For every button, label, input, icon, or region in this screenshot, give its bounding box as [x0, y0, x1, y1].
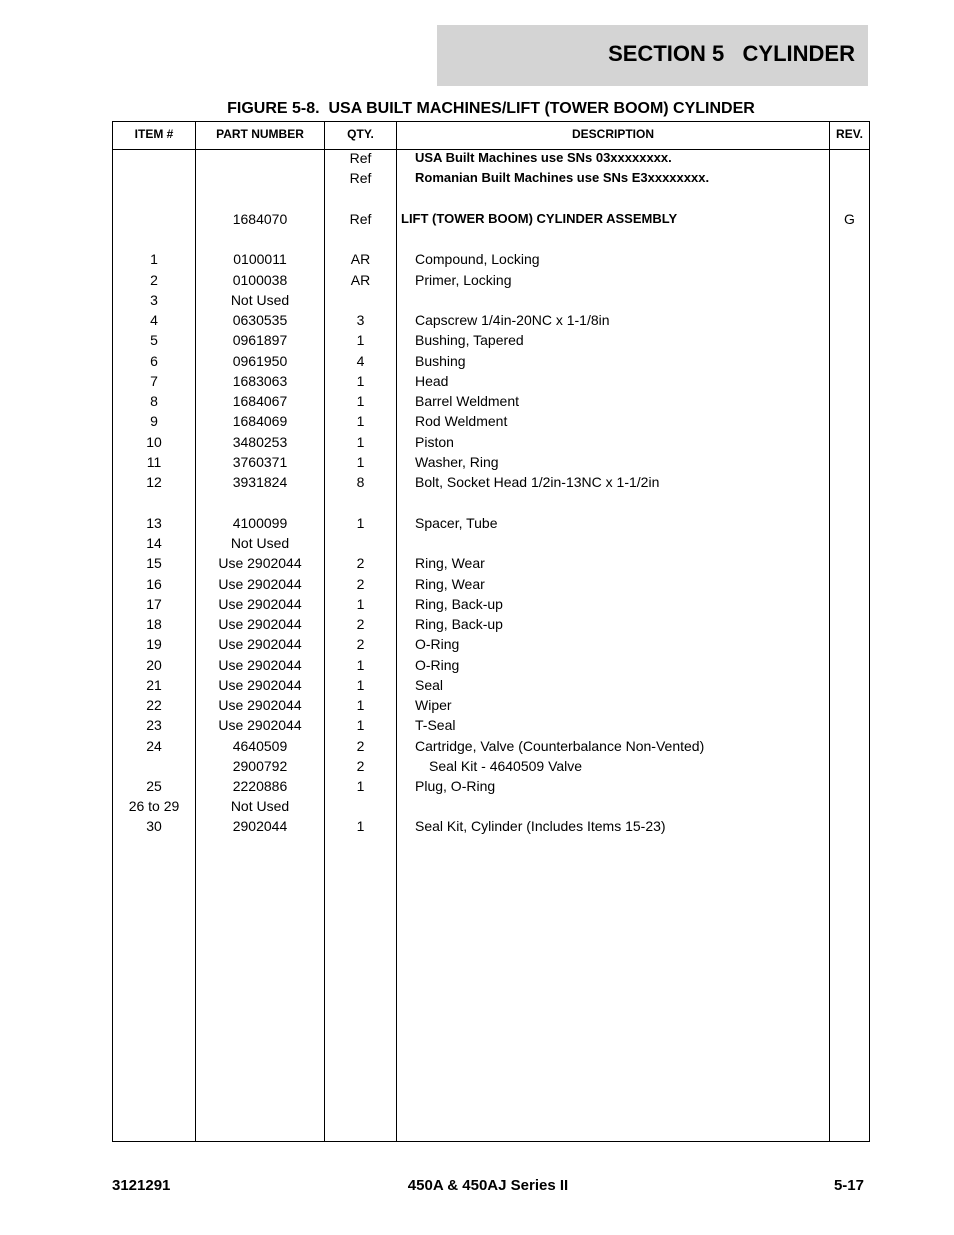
cell-qty: 2 — [356, 576, 365, 592]
cell-part-number: Use 2902044 — [218, 636, 302, 652]
table-row — [113, 736, 869, 756]
footer-model: 450A & 450AJ Series II — [407, 1177, 569, 1194]
table-row — [113, 249, 869, 269]
cell-qty: 8 — [356, 474, 365, 490]
cell-part-number: 3760371 — [232, 454, 288, 470]
cell-qty: Ref — [349, 170, 372, 186]
cell-item: 16 — [146, 576, 162, 592]
cell-description: Bolt, Socket Head 1/2in-13NC x 1-1/2in — [415, 474, 660, 490]
cell-part-number: 2902044 — [232, 818, 288, 834]
table-row — [113, 371, 869, 391]
cell-description: Seal — [415, 677, 444, 693]
cell-item: 25 — [146, 778, 162, 794]
table-row — [113, 533, 869, 553]
cell-description: Plug, O-Ring — [415, 778, 496, 794]
cell-description: Wiper — [415, 697, 452, 713]
cell-qty: 1 — [356, 332, 365, 348]
cell-description: USA Built Machines use SNs 03xxxxxxxx. — [415, 150, 672, 165]
cell-qty: 1 — [356, 778, 365, 794]
figure-title: FIGURE 5-8. USA BUILT MACHINES/LIFT (TOWER BOOM) CYLINDER — [227, 100, 755, 117]
cell-description: Rod Weldment — [415, 413, 508, 429]
cell-item: 19 — [146, 636, 162, 652]
cell-qty: 2 — [356, 616, 365, 632]
cell-part-number: 0961897 — [232, 332, 288, 348]
cell-part-number: Use 2902044 — [218, 657, 302, 673]
header-part-number: PART NUMBER — [216, 127, 304, 141]
table-row — [113, 310, 869, 330]
cell-qty: 2 — [356, 758, 365, 774]
cell-part-number: 2900792 — [232, 758, 288, 774]
cell-description: Seal Kit - 4640509 Valve — [429, 758, 583, 774]
cell-item: 11 — [146, 454, 162, 470]
cell-part-number: Use 2902044 — [218, 576, 302, 592]
table-row — [113, 634, 869, 654]
table-row — [113, 816, 869, 836]
cell-description: Ring, Wear — [415, 555, 485, 571]
cell-part-number: 1684067 — [232, 393, 288, 409]
cell-item: 8 — [150, 393, 158, 409]
table-row — [113, 168, 869, 188]
cell-item: 13 — [146, 515, 162, 531]
cell-part-number: 0630535 — [232, 312, 288, 328]
cell-part-number: 1683063 — [232, 373, 288, 389]
cell-description: O-Ring — [415, 657, 460, 673]
table-row — [113, 594, 869, 614]
cell-item: 2 — [150, 272, 158, 288]
header-item: ITEM # — [134, 127, 174, 141]
cell-item: 17 — [146, 596, 162, 612]
cell-qty: 1 — [356, 454, 365, 470]
cell-description: Piston — [415, 434, 454, 450]
cell-description: Compound, Locking — [415, 251, 540, 267]
table-row — [113, 452, 869, 472]
cell-part-number: Not Used — [230, 535, 290, 551]
cell-description: Seal Kit, Cylinder (Includes Items 15-23) — [415, 818, 666, 834]
cell-description: Bushing, Tapered — [415, 332, 524, 348]
cell-description: Cartridge, Valve (Counterbalance Non-Vented) — [415, 738, 705, 754]
header-description: DESCRIPTION — [571, 127, 654, 141]
cell-qty: 1 — [356, 434, 365, 450]
cell-part-number: Use 2902044 — [218, 555, 302, 571]
cell-description: Spacer, Tube — [415, 515, 498, 531]
cell-qty: 1 — [356, 818, 365, 834]
cell-part-number: 2220886 — [232, 778, 288, 794]
cell-qty: 1 — [356, 373, 365, 389]
cell-item: 23 — [146, 717, 162, 733]
cell-description: O-Ring — [415, 636, 460, 652]
cell-description: Barrel Weldment — [415, 393, 520, 409]
table-row — [113, 290, 869, 310]
cell-description: Head — [415, 373, 449, 389]
table-row — [113, 432, 869, 452]
cell-part-number: Use 2902044 — [218, 677, 302, 693]
cell-item: 18 — [146, 616, 162, 632]
cell-part-number: 1684070 — [232, 211, 288, 227]
cell-part-number: Not Used — [230, 798, 290, 814]
cell-part-number: Use 2902044 — [218, 697, 302, 713]
cell-qty: 1 — [356, 393, 365, 409]
cell-item: 7 — [150, 373, 158, 389]
table-row — [113, 148, 869, 168]
cell-description: Ring, Back-up — [415, 616, 503, 632]
cell-item: 20 — [146, 657, 162, 673]
cell-item: 30 — [146, 818, 162, 834]
cell-qty: 1 — [356, 413, 365, 429]
cell-item: 24 — [146, 738, 162, 754]
table-row — [113, 330, 869, 350]
cell-item: 4 — [150, 312, 158, 328]
cell-description: Primer, Locking — [415, 272, 512, 288]
cell-part-number: 4100099 — [232, 515, 288, 531]
cell-part-number: 3480253 — [232, 434, 288, 450]
cell-qty: 2 — [356, 738, 365, 754]
cell-description: T-Seal — [415, 717, 456, 733]
cell-item: 15 — [146, 555, 162, 571]
cell-qty: 1 — [356, 596, 365, 612]
cell-part-number: Use 2902044 — [218, 616, 302, 632]
cell-qty: 3 — [356, 312, 365, 328]
cell-qty: 2 — [356, 555, 365, 571]
cell-part-number: Not Used — [230, 292, 290, 308]
cell-part-number: 0100038 — [232, 272, 288, 288]
table-row — [113, 513, 869, 533]
cell-part-number: Use 2902044 — [218, 717, 302, 733]
cell-part-number: 3931824 — [232, 474, 288, 490]
cell-description: Bushing — [415, 353, 466, 369]
cell-qty: AR — [350, 251, 371, 267]
cell-qty: 4 — [356, 353, 365, 369]
cell-item: 14 — [146, 535, 162, 551]
cell-description: Ring, Back-up — [415, 596, 503, 612]
table-row — [113, 796, 869, 816]
cell-item: 5 — [150, 332, 158, 348]
cell-item: 10 — [146, 434, 162, 450]
header-rev: REV. — [836, 127, 863, 141]
cell-description: Capscrew 1/4in-20NC x 1-1/8in — [415, 312, 610, 328]
cell-qty: Ref — [349, 150, 372, 166]
footer-page-number: 5-17 — [833, 1177, 864, 1194]
cell-qty: AR — [350, 272, 371, 288]
cell-description: LIFT (TOWER BOOM) CYLINDER ASSEMBLY — [401, 211, 678, 226]
table-row — [113, 411, 869, 431]
table-row — [113, 695, 869, 715]
cell-item: 26 to 29 — [128, 798, 180, 814]
table-row — [113, 715, 869, 735]
cell-item: 21 — [146, 677, 162, 693]
cell-qty: Ref — [349, 211, 372, 227]
table-row — [113, 270, 869, 290]
cell-description: Ring, Wear — [415, 576, 485, 592]
cell-description: Washer, Ring — [415, 454, 499, 470]
cell-part-number: 4640509 — [232, 738, 288, 754]
cell-item: 12 — [146, 474, 162, 490]
table-row — [113, 391, 869, 411]
section-banner — [437, 25, 868, 86]
cell-item: 9 — [150, 413, 158, 429]
table-row — [113, 351, 869, 371]
cell-qty: 1 — [356, 657, 365, 673]
cell-rev: G — [844, 211, 855, 227]
table-row — [113, 209, 869, 229]
header-qty: QTY. — [347, 127, 374, 141]
cell-qty: 2 — [356, 636, 365, 652]
section-title: SECTION 5 CYLINDER — [608, 41, 855, 66]
cell-qty: 1 — [356, 697, 365, 713]
cell-qty: 1 — [356, 677, 365, 693]
cell-item: 1 — [150, 251, 158, 267]
table-row — [113, 776, 869, 796]
table-row — [113, 472, 869, 492]
table-row — [113, 655, 869, 675]
cell-part-number: Use 2902044 — [218, 596, 302, 612]
cell-description: Romanian Built Machines use SNs E3xxxxxxxx. — [415, 170, 710, 185]
footer-doc-number: 3121291 — [112, 1177, 171, 1194]
cell-qty: 1 — [356, 717, 365, 733]
cell-qty: 1 — [356, 515, 365, 531]
table-row — [113, 675, 869, 695]
table-row — [113, 756, 869, 776]
table-row — [113, 574, 869, 594]
parts-table — [112, 121, 870, 1142]
cell-part-number: 0961950 — [232, 353, 288, 369]
cell-item: 6 — [150, 353, 158, 369]
table-row — [113, 553, 869, 573]
cell-part-number: 1684069 — [232, 413, 288, 429]
cell-part-number: 0100011 — [233, 251, 287, 267]
cell-item: 22 — [146, 697, 162, 713]
cell-item: 3 — [150, 292, 158, 308]
table-row — [113, 614, 869, 634]
